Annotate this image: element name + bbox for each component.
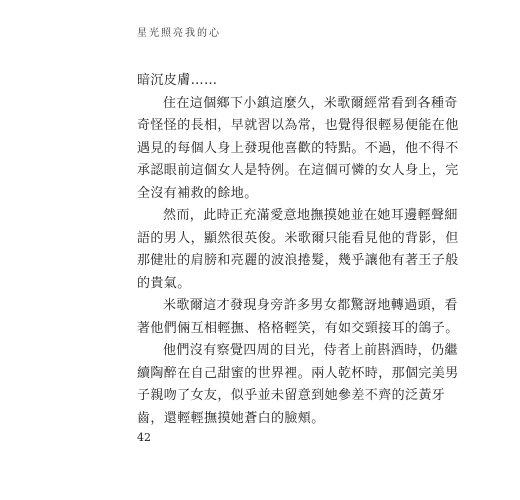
- running-header: 星光照亮我的心: [137, 28, 221, 39]
- text-line: 全沒有補救的餘地。: [137, 185, 258, 201]
- text-line: 住在這個鄉下小鎮這麼久，米歌爾經常看到各種奇: [163, 95, 458, 111]
- text-line: 遇見的每個人身上發現他喜歡的特點。不過，他不得不: [137, 140, 459, 156]
- text-line: 齒，還輕輕撫摸她蒼白的臉頰。: [137, 410, 325, 426]
- text-line: 然而，此時正充滿愛意地撫摸她並在她耳邊輕聲細: [163, 208, 458, 223]
- text-line: 米歌爾這才發現身旁許多男女都驚訝地轉過頭，看: [163, 298, 458, 313]
- text-line: 續陶醉在自己甜蜜的世界裡。兩人乾杯時，那個完美男: [137, 365, 459, 381]
- text-line: 暗沉皮膚……: [137, 73, 218, 88]
- text-line: 承認眼前這個女人是特例。在這個可憐的女人身上，完: [137, 163, 459, 178]
- text-line: 那健壯的肩膀和亮麗的波浪捲髮，幾乎讓他有著王子般: [137, 253, 459, 268]
- text-line: 的貴氣。: [137, 275, 191, 291]
- text-line: 奇怪怪的長相，早就習以為常，也覺得很輕易便能在他: [137, 118, 459, 133]
- text-line: 著他們倆互相輕撫、格格輕笑，有如交頸接耳的鴿子。: [137, 320, 459, 336]
- text-line: 他們沒有察覺四周的目光，侍者上前斟酒時，仍繼: [163, 343, 458, 358]
- text-line: 語的男人，顯然很英俊。米歌爾只能看見他的背影，但: [137, 230, 459, 246]
- body-text: [137, 70, 459, 430]
- page-number: 42: [137, 431, 151, 444]
- text-line: 子親吻了女友，似乎並未留意到她參差不齊的泛黃牙: [137, 388, 446, 403]
